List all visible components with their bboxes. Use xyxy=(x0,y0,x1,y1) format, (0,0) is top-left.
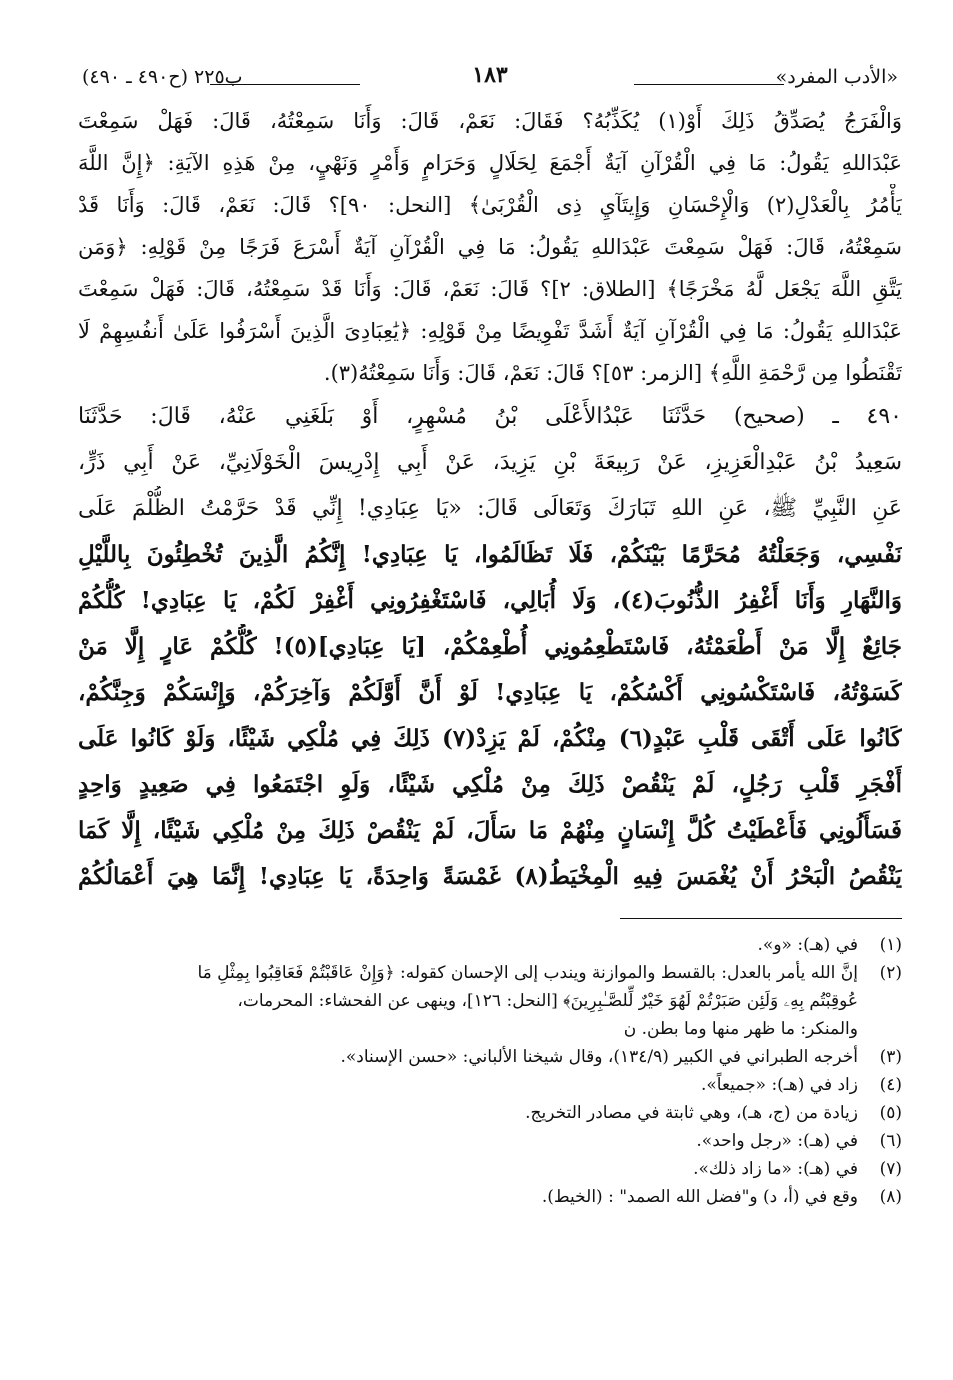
hadith-line: جَائِعٌ إِلَّا مَنْ أَطْعَمْتُهُ، فَاسْتَطْعِمُونِي أُطْعِمْكُمْ، [يَا عِبَادِي](٥)! كُلُّكُمْ عَارٍ إِلَّا مَنْ xyxy=(78,633,902,660)
hadith-490 xyxy=(78,394,902,900)
book-page xyxy=(78,60,902,1360)
footnote-line: والمنكر: ما ظهر منها وما بطن. ن xyxy=(623,1019,858,1039)
footnote-line: إنَّ الله يأمر بالعدل: بالقسط والموازنة ويندب إلى الإحسان كقوله: ﴿وَإِنْ عَاقَبْتُمْ فَعَاقِبُوا بِمِثْلِ مَا xyxy=(197,963,858,983)
header-rule-right xyxy=(634,84,784,85)
footnote-text: في (هـ): «و». xyxy=(757,935,858,955)
footnote-number: (٣) xyxy=(879,1047,902,1067)
hadith-line: عَنِ النَّبِيِّ ﷺ، عَنِ اللهِ تَبَارَكَ وَتَعَالَى قَالَ: «يَا عِبَادِي! إِنِّي قَدْ حَرَّمْتُ الظُّلْمَ عَلَى xyxy=(78,496,902,521)
text-line: يَأْمُرُ بِالْعَدْلِ(٢) وَالْإِحْسَانِ وَإِيتَآيِ ذِى الْقُرْبَىٰ﴾ [النحل: ٩٠]؟ قَالَ: نَعَمْ، قَالَ: وَأَنَا قَدْ xyxy=(78,193,902,217)
hadith-line: ٤٩٠ ـ (صحيح) حَدَّثَنَا عَبْدُالأَعْلَى بْنُ مُسْهِرٍ، أَوْ بَلَغَنِي عَنْهُ، قَالَ: حَدَّثَنَا xyxy=(78,404,902,429)
footnote-number: (٥) xyxy=(879,1103,902,1123)
text-line: وَالْفَرَجُ يُصَدِّقُ ذَلِكَ أَوْ(١) يُكَذِّبُهُ؟ فَقَالَ: نَعَمْ، قَالَ: وَأَنَا سَمِعْتُهُ، قَالَ: فَهَلْ سَمِعْتَ xyxy=(78,109,902,133)
hadith-line: يَنْقُصُ الْبَحْرُ أَنْ يُغْمَسَ فِيهِ الْمِخْيَطُ(٨) غَمْسَةً وَاحِدَةً، يَا عِبَادِي! إِنَّمَا هِيَ أَعْمَالُكُمْ xyxy=(78,863,902,890)
footnote-number: (٧) xyxy=(879,1159,902,1179)
footnote-line: عُوقِبْتُم بِهِۦ وَلَئِن صَبَرْتُمْ لَهُوَ خَيْرٌ لِّلصَّـٰبِرِينَ﴾ [النحل: ١٢٦]، وينهى عن الفحشاء: المحرمات، xyxy=(237,991,858,1011)
footnote-text: في (هـ): «ما زاد ذلك». xyxy=(693,1159,858,1179)
footnote-text: وقع في (أ، د) و"فضل الله الصمد" : (الخيط). xyxy=(541,1187,858,1207)
text-line: يَتَّقِ اللَّهَ يَجْعَل لَّهُ مَخْرَجًا﴾ [الطلاق: ٢]؟ قَالَ: نَعَمْ، قَالَ: وَأَنَا قَدْ سَمِعْتُهُ، قَالَ: فَهَلْ سَمِعْتَ xyxy=(78,277,902,301)
hadith-line: سَعِيدُ بْنُ عَبْدِالْعَزِيزِ، عَنْ رَبِيعَةَ بْنِ يَزِيدَ، عَنْ أَبِي إِدْرِيسَ الْخَوْلَانِيِّ، عَنْ أَبِي ذَرٍّ، xyxy=(78,450,902,475)
footnote xyxy=(78,931,902,959)
continued-text xyxy=(78,100,902,394)
footnote-separator xyxy=(620,918,902,919)
footnote-text: زيادة من (ج، هـ)، وهي ثابتة في مصادر التخريج. xyxy=(525,1103,858,1123)
footnote xyxy=(78,959,902,1043)
hadith-line: نَفْسِي، وَجَعَلْتُهُ مُحَرَّمًا بَيْنَكُمْ، فَلَا تَظَالَمُوا، يَا عِبَادِي! إِنَّكُمُ الَّذِينَ تُخْطِئُونَ بِاللَّيْلِ xyxy=(78,541,902,568)
footnote xyxy=(78,1071,902,1099)
footnote-number: (٢) xyxy=(879,963,902,983)
footnote-text: في (هـ): «رجل واحد». xyxy=(696,1131,858,1151)
hadith-line: أَفْجَرِ قَلْبِ رَجُلٍ، لَمْ يَنْقُصْ ذَلِكَ مِنْ مُلْكِي شَيْئًا، وَلَوِ اجْتَمَعُوا فِي صَعِيدٍ وَاحِدٍ xyxy=(78,771,902,798)
footnote xyxy=(78,1127,902,1155)
book-title: «الأدب المفرد» xyxy=(775,66,898,88)
footnote-text: أخرجه الطبراني في الكبير (١٣٤/٩)، وقال شيخنا الألباني: «حسن الإسناد». xyxy=(340,1047,858,1067)
hadith-line: وَالنَّهَارِ وَأَنَا أَغْفِرُ الذُّنُوبَ(٤)، وَلَا أُبَالِي، فَاسْتَغْفِرُونِي أَغْفِرْ لَكُمْ، يَا عِبَادِي! كُلُّكُمْ xyxy=(78,587,902,614)
footnote-text: زاد في (هـ): «جميعاً». xyxy=(700,1075,858,1095)
text-line: عَبْدَاللهِ يَقُولُ: مَا فِي الْقُرْآنِ آيَةٌ أَشَدَّ تَفْوِيضًا مِنْ قَوْلِهِ: ﴿يَٰعِبَادِىَ الَّذِينَ أَسْرَفُوا عَلَىٰ أَنفُسِهِمْ لَا xyxy=(78,319,902,343)
footnote-text xyxy=(78,959,858,1043)
footnote xyxy=(78,1155,902,1183)
text-line: عَبْدَاللهِ يَقُولُ: مَا فِي الْقُرْآنِ آيَةٌ أَجْمَعَ لِحَلَالٍ وَحَرَامٍ وَأَمْرٍ وَنَهْيٍ، مِنْ هَذِهِ الآيَةِ: ﴿إِنَّ اللَّهَ xyxy=(78,151,902,175)
hadith-line: كَانُوا عَلَى أَتْقَى قَلْبِ عَبْدٍ(٦) مِنْكُمْ، لَمْ يَزِدْ(٧) ذَلِكَ فِي مُلْكِي شَيْئًا، وَلَوْ كَانُوا عَلَى xyxy=(78,725,902,752)
page-header xyxy=(78,60,902,96)
footnotes xyxy=(78,931,902,1211)
footnote xyxy=(78,1183,902,1211)
chapter-reference: ب٢٢٥ (ح٤٩٠ ـ ٤٩٠) xyxy=(82,66,243,88)
footnote-number: (٨) xyxy=(879,1187,902,1207)
footnote-number: (١) xyxy=(879,935,902,955)
footnote xyxy=(78,1099,902,1127)
page-number: ١٨٣ xyxy=(472,62,508,88)
hadith-line: كَسَوْتُهُ، فَاسْتَكْسُونِي أَكْسُكُمْ، يَا عِبَادِي! لَوْ أَنَّ أَوَّلَكُمْ وَآخِرَكُمْ، وَإِنْسَكُمْ وَجِنَّكُمْ، xyxy=(78,679,902,706)
text-line: سَمِعْتُهُ، قَالَ: فَهَلْ سَمِعْتَ عَبْدَاللهِ يَقُولُ: مَا فِي الْقُرْآنِ آيَةٌ أَسْرَعَ فَرَجًا مِنْ قَوْلِهِ: ﴿وَمَن xyxy=(78,235,902,259)
hadith-line: فَسَأَلُونِي فَأَعْطَيْتُ كُلَّ إِنْسَانٍ مِنْهُمْ مَا سَأَلَ، لَمْ يَنْقُصْ ذَلِكَ مِنْ مُلْكِي شَيْئًا، إِلَّا كَمَا xyxy=(78,817,902,844)
footnote-number: (٤) xyxy=(879,1075,902,1095)
text-line: تَقْنَطُوا مِن رَّحْمَةِ اللَّهِ﴾ [الزمر: ٥٣]؟ قَالَ: نَعَمْ، قَالَ: وَأَنَا سَمِعْتُهُ(٣). xyxy=(323,361,902,385)
footnote-number: (٦) xyxy=(879,1131,902,1151)
footnote xyxy=(78,1043,902,1071)
